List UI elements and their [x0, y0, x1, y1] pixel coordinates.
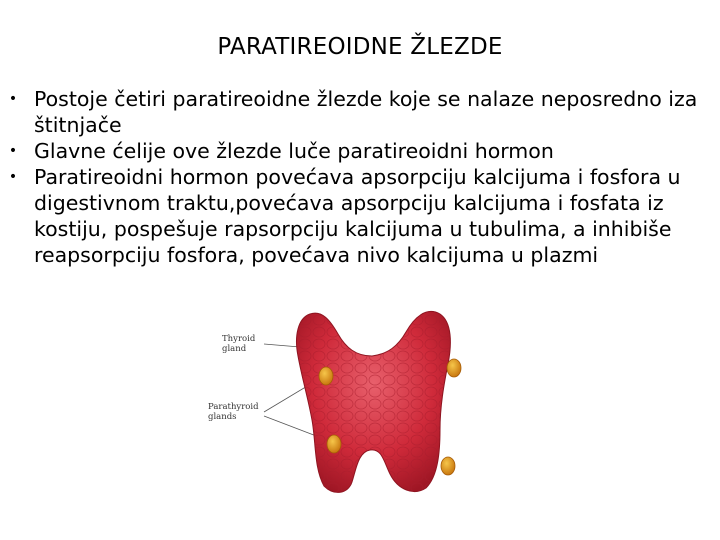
thyroid-lobule-texture — [297, 311, 451, 492]
bullet-item — [6, 86, 706, 138]
parathyroid-gland — [327, 435, 341, 453]
bullet-icon: • — [8, 143, 18, 159]
parathyroid-gland — [447, 359, 461, 377]
parathyroid-gland — [319, 367, 333, 385]
thyroid-drawing — [200, 302, 500, 500]
thyroid-label-line1: Thyroid — [222, 334, 256, 344]
slide-title: PARATIREOIDNE ŽLEZDE — [217, 34, 503, 60]
bullet-icon: • — [8, 91, 18, 107]
bullet-text: Glavne ćelije ove žlezde luče paratireoidni hormon — [34, 139, 554, 163]
parathyroid-gland — [441, 457, 455, 475]
bullet-text: Paratireoidni hormon povećava apsorpciju kalcijuma i fosfora u digestivnom traktu,povećava apsorpciju kalcijuma i fosfata iz kostiju, pospešuje rapsorpciju kalcijuma u tubulima, a inhibiše reapsorpciju fosfora, povećava nivo kalcijuma u plazmi — [34, 165, 681, 267]
thyroid-label — [222, 334, 282, 354]
bullet-item — [6, 138, 706, 164]
bullet-icon: • — [8, 169, 18, 185]
parathyroid-label — [208, 402, 268, 422]
thyroid-label-line2: gland — [222, 344, 247, 354]
parathyroid-label-line2: glands — [208, 412, 237, 422]
bullet-item — [6, 164, 706, 268]
bullet-text: Postoje četiri paratireoidne žlezde koje se nalaze neposredno iza štitnjače — [34, 87, 698, 137]
thyroid-illustration — [200, 302, 500, 500]
bullet-list — [6, 86, 706, 268]
parathyroid-label-line1: Parathyroid — [208, 402, 259, 412]
